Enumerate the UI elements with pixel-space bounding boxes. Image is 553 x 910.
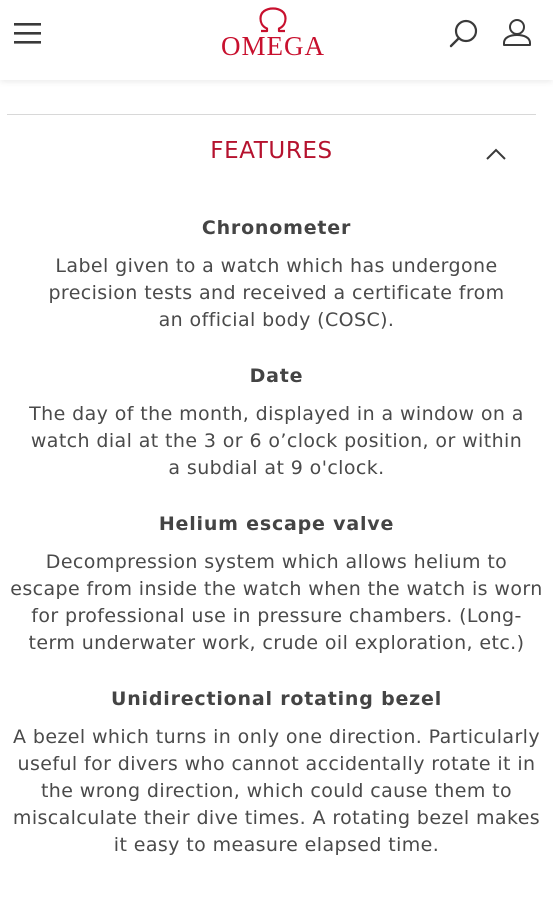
feature-name: Chronometer — [201, 217, 352, 239]
brand-name: OMEGA — [221, 31, 325, 61]
feature-description: Label given to a watch which has undergone precision tests and received a certificate from an official body (COSC). — [48, 255, 505, 331]
feature-name: Helium escape valve — [158, 513, 395, 535]
feature-item — [0, 363, 553, 482]
feature-name: Unidirectional rotating bezel — [110, 688, 443, 710]
feature-item — [0, 215, 553, 334]
feature-item — [0, 686, 553, 859]
hamburger-menu-icon — [12, 20, 44, 48]
features-title: FEATURES — [210, 138, 333, 164]
account-button[interactable] — [500, 16, 534, 50]
menu-button[interactable] — [12, 20, 44, 48]
site-header — [0, 0, 553, 80]
feature-description: Decompression system which allows helium to escape from inside the watch when the watch is worn for professional use in pressure chambers. (Long-term underwater work, crude oil exploration, etc.) — [10, 551, 543, 654]
features-accordion-toggle[interactable] — [7, 130, 536, 178]
chevron-up-icon — [485, 146, 507, 162]
search-button[interactable] — [447, 17, 481, 51]
omega-symbol-icon — [253, 6, 293, 34]
feature-name: Date — [249, 365, 304, 387]
section-divider — [7, 114, 536, 115]
user-account-icon — [500, 16, 534, 50]
search-icon — [447, 17, 481, 51]
omega-logo[interactable] — [205, 6, 341, 68]
feature-description: A bezel which turns in only one direction. Particularly useful for divers who cannot accidentally rotate it in the wrong direction, which could cause them to miscalculate their dive times. A rotating bezel makes it easy to measure elapsed time. — [12, 726, 541, 856]
feature-item — [0, 511, 553, 657]
features-list — [0, 215, 553, 888]
feature-description: The day of the month, displayed in a window on a watch dial at the 3 or 6 o’clock position, or within a subdial at 9 o'clock. — [29, 403, 524, 479]
